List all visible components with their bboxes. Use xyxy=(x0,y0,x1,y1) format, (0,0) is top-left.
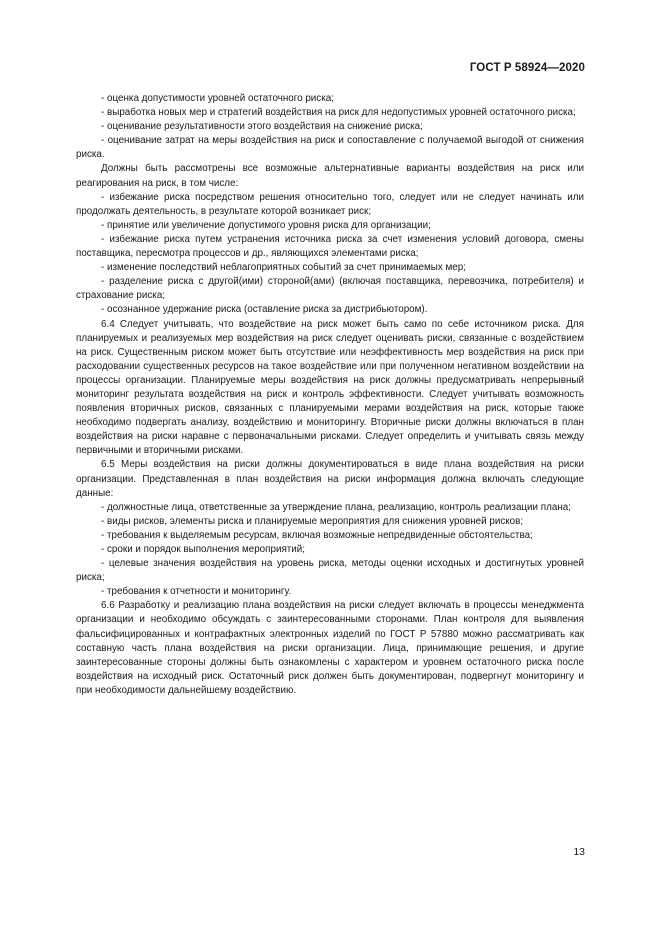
document-code: ГОСТ Р 58924—2020 xyxy=(469,62,585,74)
paragraph: - осознанное удержание риска (оставление риска за дистрибьютором). xyxy=(101,304,428,316)
paragraph: - избежание риска посредством решения относительно того, следует или не следует начинать или продолжать деятельность, в результате которой возникает риск; xyxy=(76,191,584,217)
paragraph: - целевые значения воздействия на уровень риска, методы оценки исходных и достигнутых уровней риска; xyxy=(76,558,584,584)
paragraph: - должностные лица, ответственные за утверждение плана, реализацию, контроль реализации плана; xyxy=(101,501,571,513)
paragraph: - оценивание результативности этого воздействия на снижение риска; xyxy=(101,121,423,133)
paragraph: - виды рисков, элементы риска и планируемые мероприятия для снижения уровней рисков; xyxy=(101,515,524,527)
document-body xyxy=(76,92,584,698)
paragraph: 6.5 Меры воздействия на риски должны документироваться в виде плана воздействия на риски организации. Представленная в план воздействия на риски информация должна включать следующие данные: xyxy=(76,459,584,499)
paragraph: - принятие или увеличение допустимого уровня риска для организации; xyxy=(101,219,431,231)
paragraph: - выработка новых мер и стратегий воздействия на риск для недопустимых уровней остаточного риска; xyxy=(101,107,576,119)
paragraph: 6.4 Следует учитывать, что воздействие на риск может быть само по себе источником риска. Для планируемых и реализуемых мер воздействия на риск следует оценивать риски, связанные с воздействием на риск. Существенным риском может быть отсутствие или неэффективность мер воздействия на риск при расходовании существенных ресурсов на такое воздействие или при полученном негативном воздействии на процессы организации. Планируемые меры воздействия на риск должны предусматривать непрерывный мониторинг результата воздействия на риск и контроль эффективности. Следует учитывать возможность появления вторичных рисков, связанных с планируемыми мерами воздействия на риск, которые также необходимо подвергать анализу, воздействию и мониторингу. Вторичные риски должны включаться в план воздействия на риски наравне с первоначальными рисками. Следует определить и учитывать связь между первичными и вторичными рисками. xyxy=(76,318,584,457)
paragraph: - требования к выделяемым ресурсам, включая возможные непредвиденные обстоятельства; xyxy=(101,529,533,541)
paragraph: - разделение риска с другой(ими) стороной(ами) (включая поставщика, перевозчика, потребителя) и страхование риска; xyxy=(76,276,584,302)
paragraph: - изменение последствий неблагоприятных событий за счет принимаемых мер; xyxy=(101,262,466,274)
paragraph: - избежание риска путем устранения источника риска за счет изменения условий договора, смены поставщика, пересмотра процессов и др., являющихся элементами риска; xyxy=(76,233,584,260)
paragraph: - оценка допустимости уровней остаточного риска; xyxy=(101,93,334,104)
page-number: 13 xyxy=(573,846,585,858)
paragraph: - оценивание затрат на меры воздействия на риск и сопоставление с получаемой выгодой от снижения риска. xyxy=(76,135,584,161)
paragraph: - сроки и порядок выполнения мероприятий; xyxy=(101,544,306,555)
paragraph: 6.6 Разработку и реализацию плана воздействия на риски следует включать в процессы менеджмента организации и необходимо обсуждать с заинтересованными сторонами. План контроля для выявления фальсифицированных и контрафактных электронных изделий по ГОСТ Р 57880 можно рассматривать как составную часть плана воздействия на риски организации. Лица, принимающие решения, и другие заинтересованные стороны должны быть ознакомлены с характером и уровнем остаточного риска после воздействия на исходный риск. Остаточный риск должен быть документирован, подвергнут мониторингу и при необходимости дальнейшему воздействию. xyxy=(76,600,584,696)
paragraph: - требования к отчетности и мониторингу. xyxy=(101,586,292,598)
paragraph: Должны быть рассмотрены все возможные альтернативные варианты воздействия на риск или реагирования на риск, в том числе: xyxy=(76,163,584,189)
